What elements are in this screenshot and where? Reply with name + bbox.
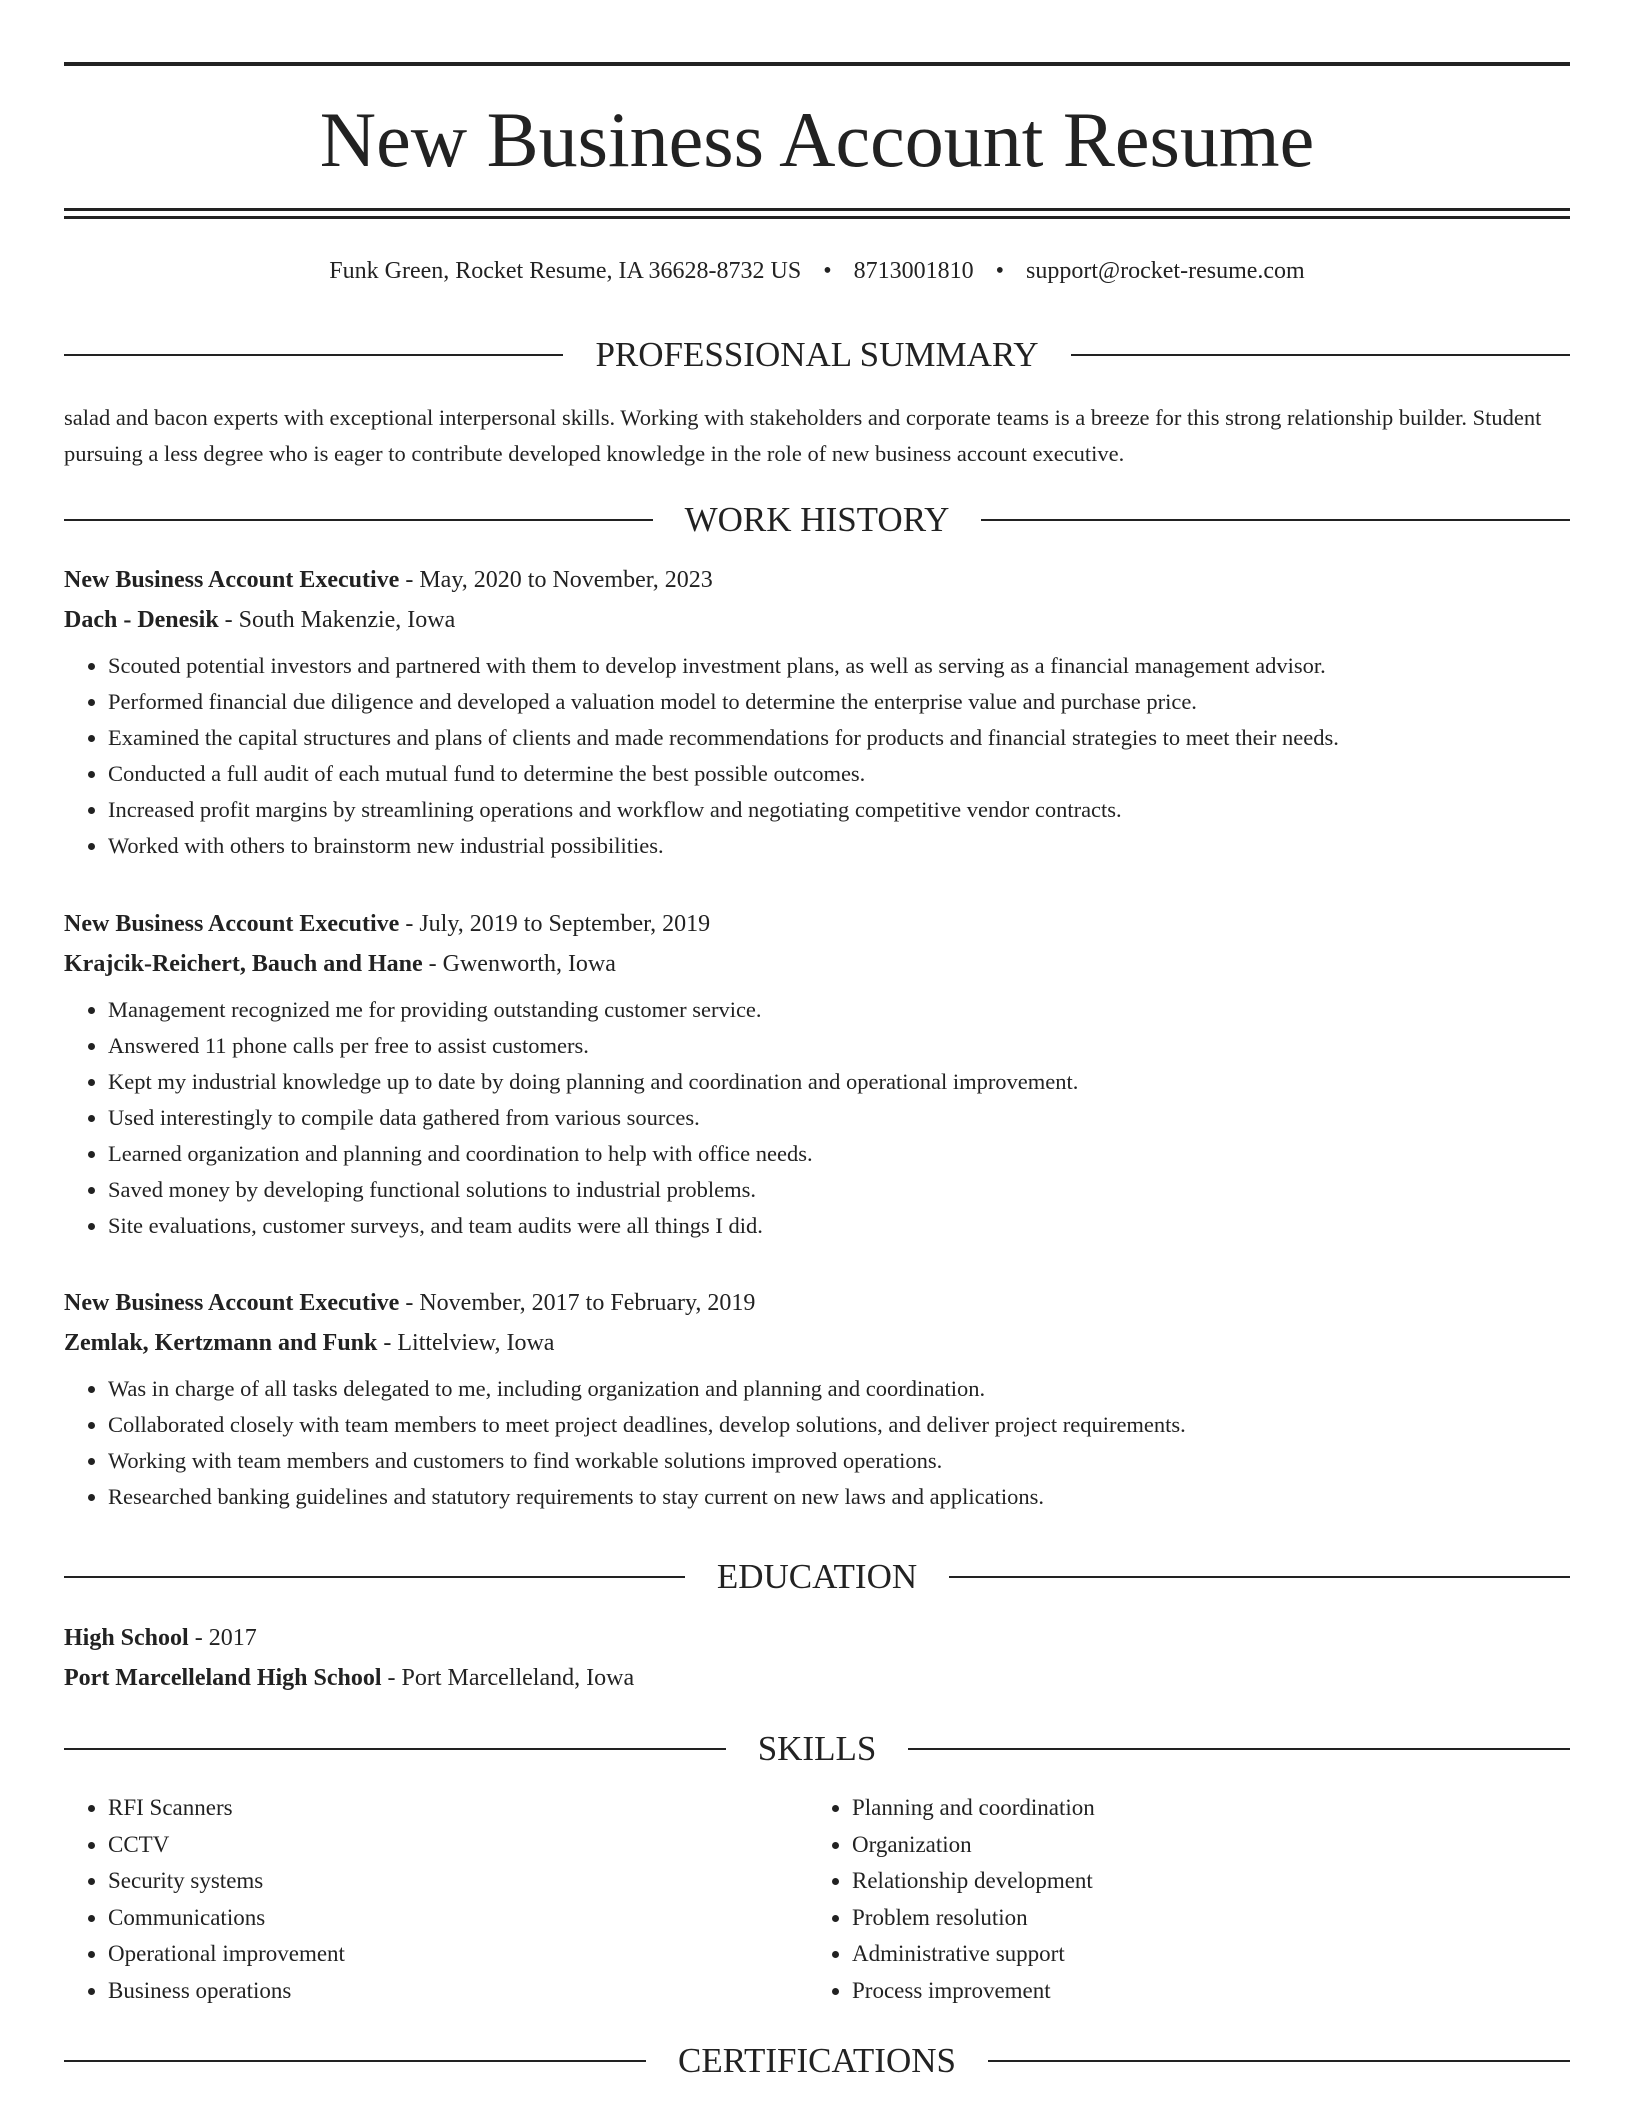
contact-address: Funk Green, Rocket Resume, IA 36628-8732 US (329, 258, 802, 284)
page-title: New Business Account Resume (319, 96, 1315, 183)
heading-rule (908, 1748, 1570, 1750)
heading-rule (64, 2060, 646, 2062)
education-degree-row (64, 1618, 1570, 1658)
list-item: • Increased profit margins by streamlining operations and workflow and negotiating competitive vendor contracts. (108, 792, 1570, 828)
job-location: - Gwenworth, Iowa (422, 951, 616, 977)
list-item: • Scouted potential investors and partnered with them to develop investment plans, as well as serving as a financial management advisor. (108, 648, 1570, 684)
job-title-row (64, 560, 1570, 600)
section-heading-certifications (64, 2041, 1570, 2081)
list-item: • Problem resolution (852, 1900, 1552, 1937)
header-top-rule (64, 62, 1570, 66)
heading-rule (1071, 354, 1570, 356)
list-item: • Planning and coordination (852, 1790, 1552, 1827)
job-entry (64, 904, 1570, 1244)
skills-list-left (64, 1790, 808, 2009)
contact-separator: • (823, 258, 832, 284)
list-item: • Kept my industrial knowledge up to date by doing planning and coordination and operational improvement. (108, 1064, 1570, 1100)
list-item: • RFI Scanners (108, 1790, 808, 1827)
job-company-row (64, 944, 1570, 984)
education-school: Port Marcelleland High School (64, 1665, 382, 1691)
list-item: • Collaborated closely with team members to meet project deadlines, develop solutions, and deliver project requirements. (108, 1407, 1570, 1443)
job-duties-list (64, 992, 1570, 1244)
education-year: - 2017 (188, 1625, 257, 1651)
education-degree: High School (64, 1625, 189, 1651)
job-dates: - May, 2020 to November, 2023 (399, 567, 713, 593)
list-item: • Business operations (108, 1973, 808, 2010)
education-location: - Port Marcelleland, Iowa (381, 1665, 635, 1691)
education-school-row (64, 1658, 1570, 1698)
list-item: • CCTV (108, 1827, 808, 1864)
job-location: - South Makenzie, Iowa (218, 607, 456, 633)
contact-separator: • (995, 258, 1005, 284)
job-title: New Business Account Executive (64, 1290, 400, 1316)
section-label: SKILLS (757, 1729, 877, 1768)
job-duties-list (64, 1371, 1570, 1515)
job-entry (64, 560, 1570, 864)
heading-rule (64, 519, 653, 521)
job-dates: - November, 2017 to February, 2019 (399, 1290, 756, 1316)
list-item: • Relationship development (852, 1863, 1552, 1900)
skills-list-right (808, 1790, 1552, 2009)
section-label: EDUCATION (716, 1557, 918, 1596)
heading-rule (64, 354, 563, 356)
job-dates: - July, 2019 to September, 2019 (399, 911, 711, 937)
list-item: • Operational improvement (108, 1936, 808, 1973)
job-company: Zemlak, Kertzmann and Funk (64, 1330, 378, 1356)
list-item: • Site evaluations, customer surveys, and team audits were all things I did. (108, 1208, 1570, 1244)
header-double-rule-upper (64, 208, 1570, 211)
job-company: Dach - Denesik (64, 607, 219, 633)
section-heading-skills (64, 1729, 1570, 1769)
job-entry (64, 1283, 1570, 1515)
list-item: • Management recognized me for providing outstanding customer service. (108, 992, 1570, 1028)
list-item: • Worked with others to brainstorm new industrial possibilities. (108, 828, 1570, 864)
job-title-row (64, 1283, 1570, 1323)
contact-phone: 8713001810 (853, 258, 974, 284)
job-title-row (64, 904, 1570, 944)
list-item: • Answered 11 phone calls per free to assist customers. (108, 1028, 1570, 1064)
contact-line (64, 254, 1570, 288)
education-entry (64, 1618, 1570, 1698)
heading-rule (981, 519, 1570, 521)
list-item: • Administrative support (852, 1936, 1552, 1973)
list-item: • Organization (852, 1827, 1552, 1864)
list-item: • Process improvement (852, 1973, 1552, 2010)
job-title: New Business Account Executive (64, 567, 400, 593)
job-location: - Littelview, Iowa (377, 1330, 555, 1356)
job-company: Krajcik-Reichert, Bauch and Hane (64, 951, 423, 977)
list-item: • Learned organization and planning and coordination to help with office needs. (108, 1136, 1570, 1172)
job-title: New Business Account Executive (64, 911, 400, 937)
list-item: • Working with team members and customers to find workable solutions improved operations. (108, 1443, 1570, 1479)
list-item: • Used interestingly to compile data gathered from various sources. (108, 1100, 1570, 1136)
section-heading-education (64, 1557, 1570, 1597)
section-label: PROFESSIONAL SUMMARY (595, 335, 1039, 374)
professional-summary: salad and bacon experts with exceptional interpersonal skills. Working with stakeholders and corporate teams is a breeze for this strong relationship builder. Student pursuing a less degree who is eager to contribute developed knowledge in the role of new business account executive. (64, 405, 1542, 466)
job-company-row (64, 1323, 1570, 1363)
header-double-rule-lower (64, 216, 1570, 219)
list-item: • Conducted a full audit of each mutual fund to determine the best possible outcomes. (108, 756, 1570, 792)
section-heading-summary (64, 335, 1570, 375)
list-item: • Was in charge of all tasks delegated to me, including organization and planning and coordination. (108, 1371, 1570, 1407)
contact-email: support@rocket-resume.com (1026, 258, 1305, 284)
job-company-row (64, 600, 1570, 640)
section-label: WORK HISTORY (684, 500, 950, 539)
section-label: CERTIFICATIONS (678, 2041, 956, 2080)
heading-rule (949, 1576, 1570, 1578)
heading-rule (64, 1748, 726, 1750)
heading-rule (988, 2060, 1570, 2062)
list-item: • Security systems (108, 1863, 808, 1900)
skills-columns (64, 1790, 1570, 2009)
list-item: • Examined the capital structures and plans of clients and made recommendations for products and financial strategies to meet their needs. (108, 720, 1570, 756)
heading-rule (64, 1576, 685, 1578)
list-item: • Saved money by developing functional solutions to industrial problems. (108, 1172, 1570, 1208)
list-item: • Communications (108, 1900, 808, 1937)
section-heading-work-history (64, 500, 1570, 540)
list-item: • Performed financial due diligence and developed a valuation model to determine the enterprise value and purchase price. (108, 684, 1570, 720)
job-duties-list (64, 648, 1570, 864)
list-item: • Researched banking guidelines and statutory requirements to stay current on new laws and applications. (108, 1479, 1570, 1515)
